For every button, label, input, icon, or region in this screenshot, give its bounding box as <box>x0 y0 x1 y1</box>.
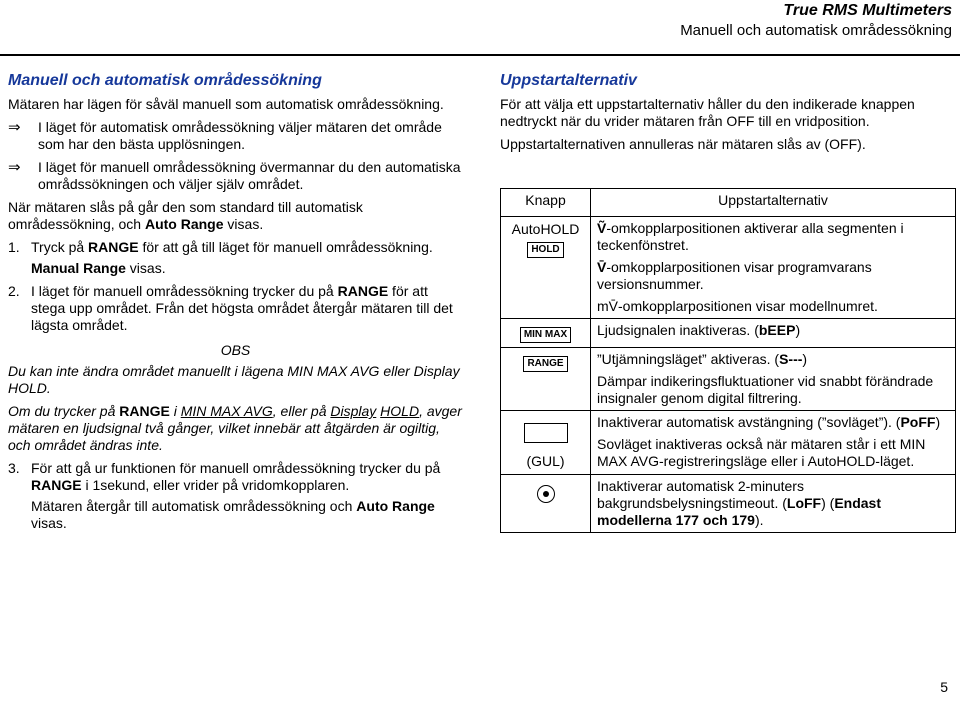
option-line <box>597 220 949 254</box>
bullet-auto <box>8 119 463 153</box>
obs-text: Du kan inte ändra området manuellt i lägena MIN MAX AVG eller Display HOLD. <box>8 363 460 396</box>
option-text: -omkopplarpositionen visar modellnumret. <box>618 298 878 314</box>
default-text-b: Auto Range <box>144 216 224 232</box>
col-header-option: Uppstartalternativ <box>591 189 956 217</box>
default-text-c: visas. <box>223 216 264 232</box>
option-code: PoFF <box>900 414 936 430</box>
step-2 <box>8 283 463 334</box>
hold-button-icon: HOLD <box>527 242 563 258</box>
step-2-a: I läget för manuell områdessökning trycker du på <box>31 283 338 299</box>
table-row <box>501 348 956 411</box>
step-1 <box>8 239 463 256</box>
option-line <box>597 322 949 339</box>
yellow-button-icon <box>524 423 568 443</box>
step-1-result <box>8 260 463 277</box>
header-title: True RMS Multimeters <box>783 2 952 19</box>
option-line <box>597 351 949 368</box>
arrow-icon: ⇒ <box>8 119 21 136</box>
option-text: ) ( <box>821 495 835 511</box>
startup-intro: För att välja ett uppstartalternativ håller du den indikerade knappen nedtryckt när du vrider mätaren från OFF till en vridposition. <box>500 96 915 129</box>
key-cell <box>501 475 591 533</box>
startup-cancel: Uppstartalternativen annulleras när mätaren slås av (OFF). <box>500 136 866 152</box>
step-2-number: 2. <box>8 283 20 299</box>
minmax-button-icon: MIN MAX <box>520 327 571 343</box>
arrow-icon: ⇒ <box>8 159 21 176</box>
right-column <box>500 96 955 153</box>
option-code: LoFF <box>786 495 822 511</box>
step-1-result-b: visas. <box>125 260 166 276</box>
note-e: , eller på <box>272 403 331 419</box>
bullet-auto-text: I läget för automatisk områdessökning väljer mätaren det område som har den bästa upplösningen. <box>38 119 442 152</box>
default-text-a: När mätaren slås på går den som standard till automatisk områdessökning, och <box>8 199 363 232</box>
step-3-result-a: Mätaren återgår till automatisk områdessökning och <box>31 498 357 514</box>
note-b: RANGE <box>119 403 170 419</box>
option-line: Sovläget inaktiveras också när mätaren står i ett MIN MAX AVG-registreringsläge eller i AutoHOLD-läget. <box>597 436 926 469</box>
header-rule <box>0 54 960 56</box>
key-cell <box>501 319 591 348</box>
step-1-number: 1. <box>8 239 20 255</box>
step-3-b: RANGE <box>31 477 82 493</box>
left-column <box>8 96 463 532</box>
option-text: ) <box>802 351 808 367</box>
option-cell <box>591 411 956 475</box>
note-i: , avger mätaren en ljudsignal två gånger, vilket innebär att åtgärden är ogiltig, och området ändras inte. <box>8 403 462 453</box>
option-cell <box>591 319 956 348</box>
step-3-c: i 1sekund, eller vrider på vridomkopplaren. <box>81 477 350 493</box>
option-text: ). <box>754 512 764 528</box>
left-section-title: Manuell och automatisk områdessökning <box>8 72 322 89</box>
option-symbol: V̄ <box>597 259 607 275</box>
startup-table <box>500 188 956 533</box>
table-row <box>501 217 956 319</box>
option-text: ”Utjämningsläget” aktiveras. ( <box>597 351 780 367</box>
backlight-icon <box>537 485 555 503</box>
option-code: bEEP <box>758 322 796 338</box>
option-symbol: Ṽ <box>597 220 607 236</box>
key-label: (GUL) <box>526 453 565 469</box>
note-a: Om du trycker på <box>8 403 120 419</box>
range-button-icon: RANGE <box>523 356 567 372</box>
option-line <box>597 414 949 431</box>
intro-text: Mätaren har lägen för såväl manuell som automatisk områdessökning. <box>8 96 444 112</box>
option-text: Ljudsignalen inaktiveras. ( <box>597 322 759 338</box>
step-1-b: RANGE <box>88 239 139 255</box>
step-1-a: Tryck på <box>31 239 89 255</box>
col-header-key: Knapp <box>501 189 591 217</box>
note-c: i <box>169 403 181 419</box>
step-1-result-a: Manual Range <box>31 260 126 276</box>
obs-label: OBS <box>220 342 251 358</box>
option-text: -omkopplarpositionen visar programvarans versionsnummer. <box>597 259 872 292</box>
option-line <box>597 259 949 293</box>
default-text <box>8 199 463 233</box>
option-text: ) <box>935 414 941 430</box>
option-symbol: mV̄ <box>597 298 618 314</box>
step-2-b: RANGE <box>337 283 389 299</box>
option-text: -omkopplarpositionen aktiverar alla segmenten i teckenfönstret. <box>597 220 904 253</box>
right-section-title: Uppstartalternativ <box>500 72 637 89</box>
table-row <box>501 411 956 475</box>
option-cell <box>591 475 956 533</box>
key-cell <box>501 217 591 319</box>
page-number: 5 <box>940 679 948 695</box>
option-text: ) <box>795 322 801 338</box>
option-cell <box>591 348 956 411</box>
step-2-c: för att stega upp området. Från det högsta området återgår mätaren till det lägsta området. <box>31 283 453 333</box>
option-line <box>597 478 949 529</box>
key-cell <box>501 348 591 411</box>
step-1-c: för att gå till läget för manuell områdessökning. <box>138 239 433 255</box>
table-header-row <box>501 189 956 217</box>
step-3 <box>8 460 463 494</box>
step-3-a: För att gå ur funktionen för manuell områdessökning trycker du på <box>31 460 441 476</box>
note-h: HOLD <box>380 403 420 419</box>
table-row <box>501 319 956 348</box>
option-code: Endast modellerna 177 och 179 <box>597 495 882 528</box>
note-f: Display <box>330 403 377 419</box>
step-3-result <box>8 498 463 532</box>
step-3-number: 3. <box>8 460 20 476</box>
header-subtitle: Manuell och automatisk områdessökning <box>680 22 952 39</box>
option-text: Inaktiverar automatisk avstängning (”sovläget”). ( <box>597 414 901 430</box>
step-3-result-c: visas. <box>31 515 67 531</box>
note-d: MIN MAX AVG <box>180 403 273 419</box>
table-row <box>501 475 956 533</box>
option-cell <box>591 217 956 319</box>
key-label: AutoHOLD <box>511 221 580 237</box>
step-3-result-b: Auto Range <box>356 498 435 514</box>
note-text <box>8 403 463 454</box>
option-line <box>597 298 949 315</box>
option-text: Inaktiverar automatisk 2-minuters bakgrundsbelysningstimeout. ( <box>597 478 804 511</box>
option-code: S--- <box>779 351 803 367</box>
bullet-manual <box>8 159 463 193</box>
option-line: Dämpar indikeringsfluktuationer vid snabbt förändrade insignaler genom digital filtrering. <box>597 373 934 406</box>
bullet-manual-text: I läget för manuell områdessökning övermannar du den automatiska områdssökningen och väljer själv området. <box>38 159 461 192</box>
key-cell <box>501 411 591 475</box>
